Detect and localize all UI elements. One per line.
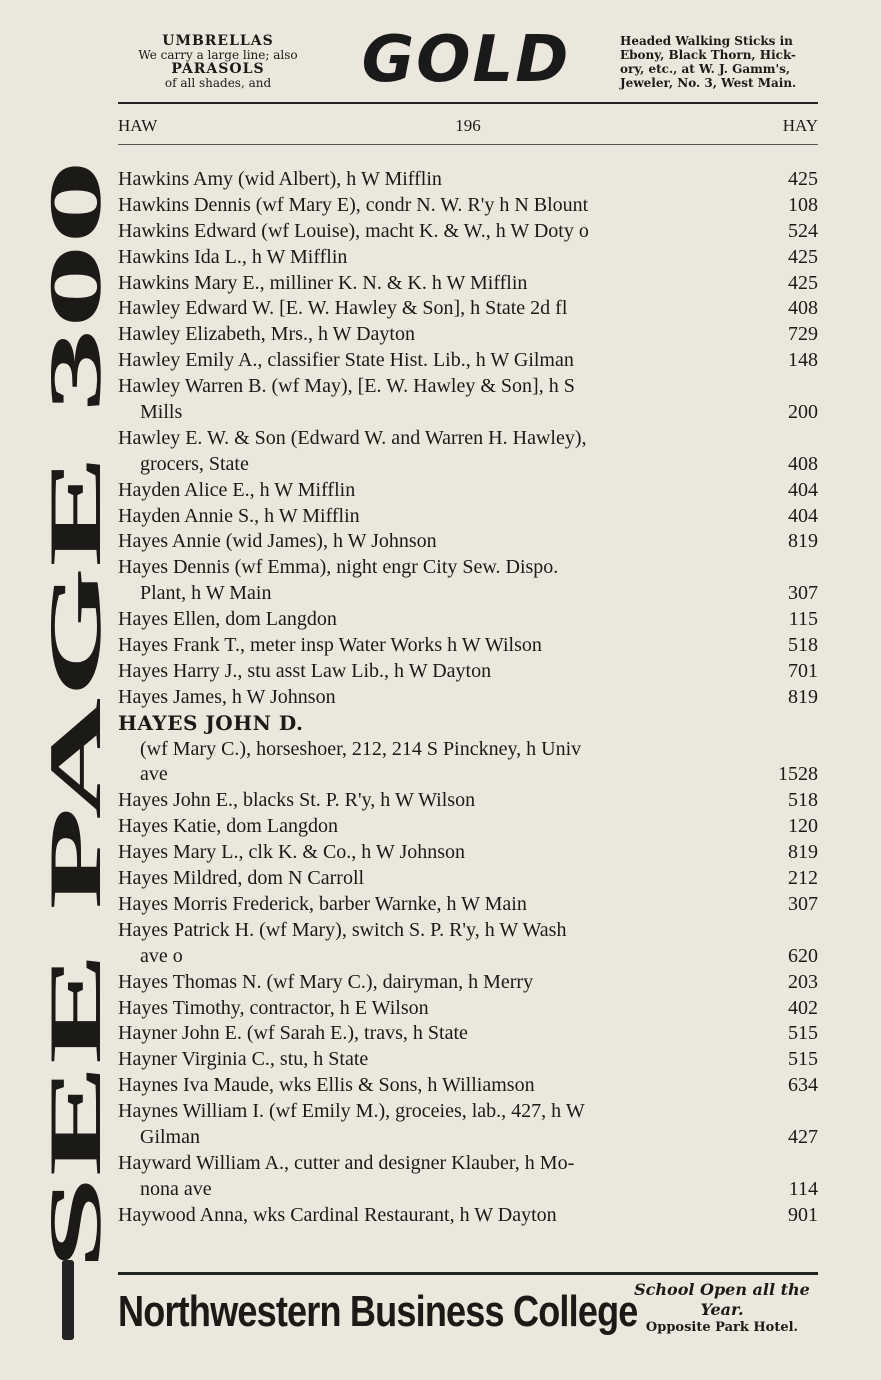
running-head-left: HAW [118, 116, 158, 135]
college-notice-line-1: School Open all the [634, 1280, 810, 1299]
entry-text: ave o [140, 944, 183, 967]
entry-number: 1528 [778, 763, 818, 786]
entry-text: Haynes Iva Maude, wks Ellis & Sons, h Williamson [118, 1074, 535, 1097]
entry-text: Hawkins Dennis (wf Mary E), condr N. W. R'y h N Blount [118, 193, 589, 216]
footer-rule [118, 1272, 818, 1275]
directory-entry-line [118, 943, 818, 969]
ad-right-line-4: Jeweler, No. 3, West Main. [620, 76, 797, 90]
directory-entry-line [118, 244, 818, 270]
directory-entry-line [118, 528, 818, 554]
entry-number: 425 [788, 245, 818, 268]
directory-entries [118, 166, 818, 1228]
ad-left-line-3: PARASOLS [171, 61, 265, 77]
directory-entry-line [118, 399, 818, 425]
header-rule [118, 102, 818, 104]
margin-text-graphic [28, 140, 128, 1360]
margin-bottom-bar [62, 1260, 74, 1340]
directory-entry-line [118, 166, 818, 192]
directory-entry-line [118, 917, 818, 943]
entry-text: Hawley Edward W. [E. W. Hawley & Son], h State 2d fl [118, 297, 568, 320]
entry-number: 307 [788, 582, 818, 605]
entry-number: 701 [788, 659, 818, 682]
directory-entry-line [118, 1150, 818, 1176]
directory-entry-line [118, 218, 818, 244]
entry-text: ave [140, 763, 168, 786]
entry-number: 307 [788, 892, 818, 915]
entry-text: Hayden Annie S., h W Mifflin [118, 504, 360, 527]
running-head-rule [118, 144, 818, 145]
entry-text: (wf Mary C.), horseshoer, 212, 214 S Pinckney, h Univ [140, 737, 582, 760]
directory-entry-line [118, 1046, 818, 1072]
ad-right-line-3: ory, etc., at W. J. Gamm's, [620, 62, 791, 76]
directory-entry-line [118, 787, 818, 813]
college-notice-line-3: Opposite Park Hotel. [645, 1320, 799, 1335]
entry-number: 515 [788, 1048, 818, 1071]
entry-number: 108 [788, 193, 818, 216]
entry-text: Hawley E. W. & Son (Edward W. and Warren H. Hawley), [118, 426, 587, 449]
directory-entry-line [118, 503, 818, 529]
directory-entry-line [118, 813, 818, 839]
directory-entry-line [118, 477, 818, 503]
entry-text: grocers, State [140, 452, 249, 475]
directory-entry-line [118, 710, 818, 736]
directory-entry-line [118, 425, 818, 451]
ad-left-line-2: We carry a large line; also [138, 48, 298, 62]
entry-text: Hayes Dennis (wf Emma), night engr City Sew. Dispo. [118, 556, 559, 579]
entry-text: HAYES JOHN D. [118, 710, 304, 735]
entry-number: 404 [788, 504, 818, 527]
entry-text: Hawkins Ida L., h W Mifflin [118, 245, 348, 268]
header-advertisement [118, 23, 818, 102]
college-notice-line-2: Year. [700, 1300, 744, 1319]
entry-text: Hayes Harry J., stu asst Law Lib., h W Dayton [118, 659, 492, 682]
entry-text: Hayes Ellen, dom Langdon [118, 608, 337, 631]
directory-entry-line [118, 761, 818, 787]
directory-entry-line [118, 891, 818, 917]
entry-text: Hawley Warren B. (wf May), [E. W. Hawley & Son], h S [118, 375, 575, 398]
directory-entry-line [118, 1176, 818, 1202]
entry-number: 901 [788, 1203, 818, 1226]
entry-text: Hawkins Mary E., milliner K. N. & K. h W Mifflin [118, 271, 528, 294]
entry-text: Hayes Mary L., clk K. & Co., h W Johnson [118, 841, 466, 864]
directory-entry-line [118, 736, 818, 762]
entry-number: 620 [788, 944, 818, 967]
entry-text: Hawkins Amy (wid Albert), h W Mifflin [118, 168, 442, 190]
entry-number: 819 [788, 841, 818, 864]
entry-text: Hayes Mildred, dom N Carroll [118, 867, 365, 890]
entry-number: 114 [788, 1177, 818, 1200]
directory-entry-line [118, 270, 818, 296]
entry-text: Hayner John E. (wf Sarah E.), travs, h State [118, 1022, 468, 1045]
entry-text: Hayden Alice E., h W Mifflin [118, 478, 356, 501]
directory-entry-line [118, 580, 818, 606]
ad-left-line-4: of all shades, and [164, 76, 272, 90]
ad-right-line-2: Ebony, Black Thorn, Hick- [620, 48, 796, 62]
entry-number: 402 [788, 996, 818, 1019]
entry-number: 819 [788, 530, 818, 553]
entry-number: 425 [788, 271, 818, 294]
entry-text: Plant, h W Main [140, 582, 272, 605]
ad-umbrellas [118, 34, 318, 90]
directory-entry-line [118, 373, 818, 399]
ad-right-line-1: Headed Walking Sticks in [620, 34, 793, 48]
directory-entry-line [118, 1202, 818, 1228]
entry-number: 515 [788, 1022, 818, 1045]
entry-text: Hayes Katie, dom Langdon [118, 815, 338, 838]
entry-number: 404 [788, 478, 818, 501]
directory-entry-line [118, 347, 818, 373]
directory-entry-line [118, 658, 818, 684]
entry-text: Hayes John E., blacks St. P. R'y, h W Wilson [118, 789, 476, 812]
entry-number: 115 [788, 608, 818, 631]
ad-walking-sticks [620, 34, 830, 90]
college-name: Northwestern Business College [118, 1287, 638, 1336]
entry-number: 203 [788, 970, 818, 993]
directory-entry-line [118, 684, 818, 710]
entry-text: Gilman [140, 1125, 200, 1148]
directory-entry-line [118, 321, 818, 347]
running-head-right: HAY [782, 116, 818, 135]
directory-entry-line [118, 554, 818, 580]
entry-text: Hawkins Edward (wf Louise), macht K. & W., h W Doty o [118, 219, 589, 242]
directory-entry-line [118, 451, 818, 477]
directory-entry-line [118, 606, 818, 632]
directory-entry-line [118, 632, 818, 658]
margin-text: SEE PAGE 300 [35, 782, 117, 1270]
directory-entry-line [118, 1124, 818, 1150]
entry-text: Hawley Emily A., classifier State Hist. Lib., h W Gilman [118, 349, 574, 372]
entry-text: Hayes Annie (wid James), h W Johnson [118, 530, 437, 553]
entry-number: 212 [788, 867, 818, 890]
entry-text: nona ave [140, 1177, 212, 1200]
entry-text: Haynes William I. (wf Emily M.), groceies, lab., 427, h W [118, 1100, 585, 1123]
directory-entry-line [118, 1098, 818, 1124]
directory-entry-line [118, 1020, 818, 1046]
directory-entry-line [118, 1072, 818, 1098]
entry-text: Hayes James, h W Johnson [118, 685, 336, 708]
entry-text: Hayner Virginia C., stu, h State [118, 1048, 369, 1071]
entry-number: 729 [788, 323, 818, 346]
entry-text: Haywood Anna, wks Cardinal Restaurant, h W Dayton [118, 1203, 557, 1226]
entry-text: Hayes Patrick H. (wf Mary), switch S. P. R'y, h W Wash [118, 918, 567, 941]
entry-text: Hayward William A., cutter and designer Klauber, h Mo- [118, 1151, 575, 1174]
directory-entry-line [118, 295, 818, 321]
entry-number: 425 [788, 168, 818, 190]
ad-gold-logo: GOLD [361, 23, 571, 97]
directory-entry-line [118, 969, 818, 995]
entry-number: 148 [788, 349, 818, 372]
footer-advertisement [118, 1280, 818, 1350]
entry-number: 524 [788, 219, 818, 242]
ad-left-line-1: UMBRELLAS [162, 33, 274, 49]
directory-entry-line [118, 839, 818, 865]
directory-entry-line [118, 995, 818, 1021]
entry-text: Hayes Timothy, contractor, h E Wilson [118, 996, 429, 1019]
directory-entry-line [118, 192, 818, 218]
entry-number: 408 [788, 297, 818, 320]
entry-number: 427 [788, 1125, 818, 1148]
margin-see-page-text [28, 140, 128, 1360]
entry-number: 518 [788, 634, 818, 657]
directory-entry-line [118, 865, 818, 891]
college-notice [626, 1280, 818, 1336]
entry-number: 200 [788, 401, 818, 424]
entry-number: 819 [788, 685, 818, 708]
entry-number: 408 [788, 452, 818, 475]
running-head [118, 116, 818, 138]
entry-text: Mills [140, 401, 183, 424]
entry-number: 634 [788, 1074, 818, 1097]
entry-text: Hayes Frank T., meter insp Water Works h W Wilson [118, 634, 542, 657]
entry-text: Hayes Morris Frederick, barber Warnke, h W Main [118, 892, 527, 915]
entry-text: Hayes Thomas N. (wf Mary C.), dairyman, h Merry [118, 970, 534, 993]
entry-number: 518 [788, 789, 818, 812]
entry-number: 120 [788, 815, 818, 838]
entry-text: Hawley Elizabeth, Mrs., h W Dayton [118, 323, 415, 346]
page-number: 196 [455, 116, 481, 135]
